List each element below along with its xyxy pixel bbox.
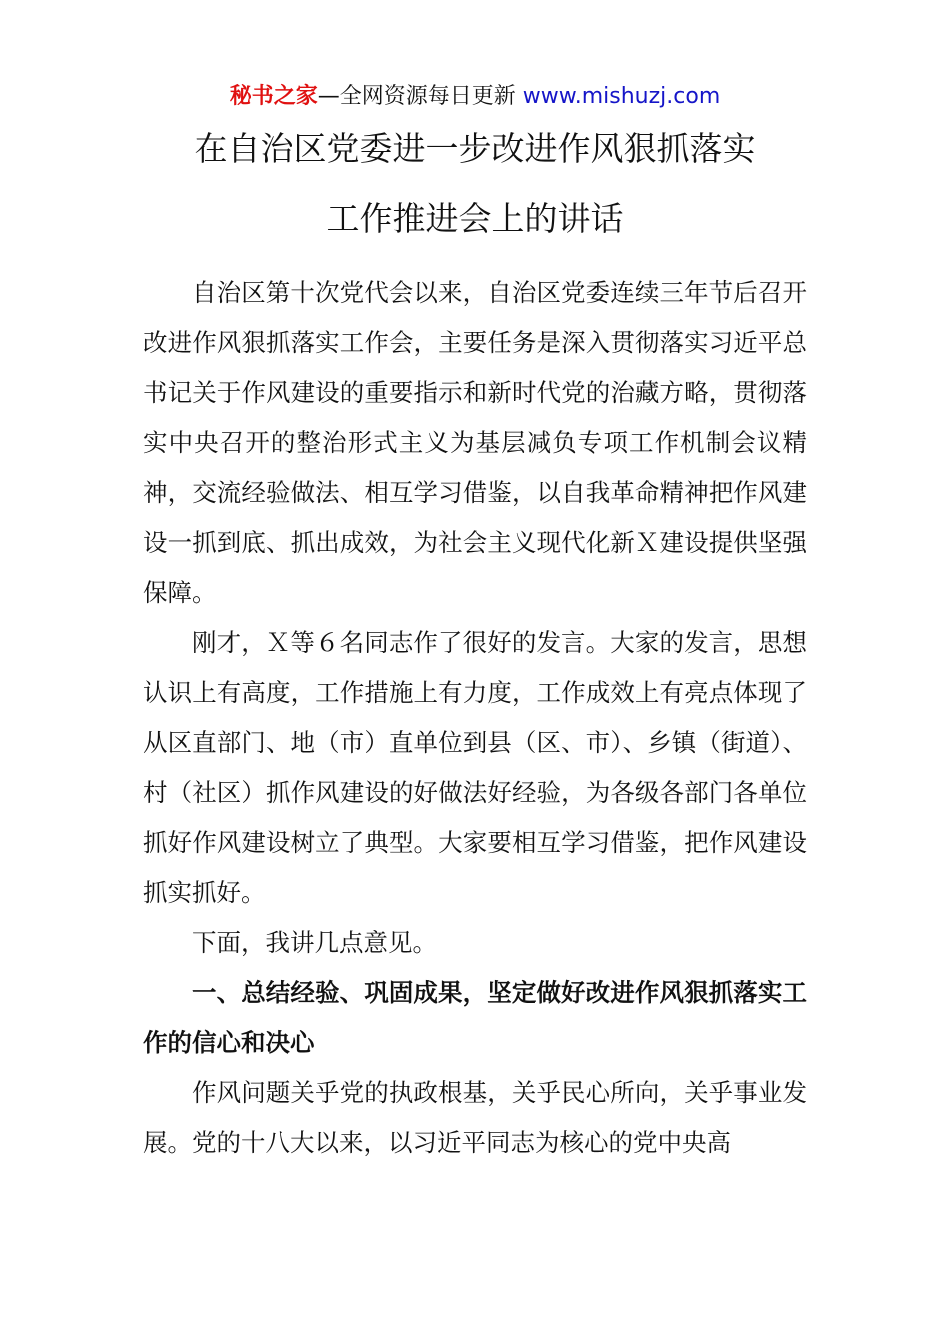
document-body — [143, 268, 807, 1168]
paragraph-intro: 自治区第十次党代会以来，自治区党委连续三年节后召开改进作风狠抓落实工作会，主要任务是深入贯彻落实习近平总书记关于作风建设的重要指示和新时代党的治藏方略，贯彻落实中央召开的整治形式主义为基层减负专项工作机制会议精神，交流经验做法、相互学习借鉴，以自我革命精神把作风建设一抓到底、抓出成效，为社会主义现代化新Ｘ建设提供坚强保障。 — [143, 278, 807, 607]
site-header — [0, 82, 950, 112]
brand-name: 秘书之家 — [229, 84, 318, 109]
site-url-link[interactable]: www.mishuzj.com — [522, 84, 721, 109]
paragraph-speeches: 刚才，Ｘ等６名同志作了很好的发言。大家的发言，思想认识上有高度，工作措施上有力度，工作成效上有亮点体现了从区直部门、地（市）直单位到县（区、市）、乡镇（街道）、村（社区）抓作风建设的好做法好经验，为各级各部门各单位抓好作风建设树立了典型。大家要相互学习借鉴，把作风建设抓实抓好。 — [143, 628, 807, 907]
paragraph-section-1: 作风问题关乎党的执政根基，关乎民心所向，关乎事业发展。党的十八大以来，以习近平同志为核心的党中央高 — [143, 1078, 807, 1157]
document-title-line-1: 在自治区党委进一步改进作风狠抓落实 — [194, 129, 756, 168]
section-heading-1: 一、总结经验、巩固成果，坚定做好改进作风狠抓落实工作的信心和决心 — [143, 978, 807, 1057]
document-title-line-2: 工作推进会上的讲话 — [326, 199, 624, 238]
header-slogan: —全网资源每日更新 — [317, 84, 523, 109]
paragraph-transition: 下面，我讲几点意见。 — [192, 928, 437, 957]
